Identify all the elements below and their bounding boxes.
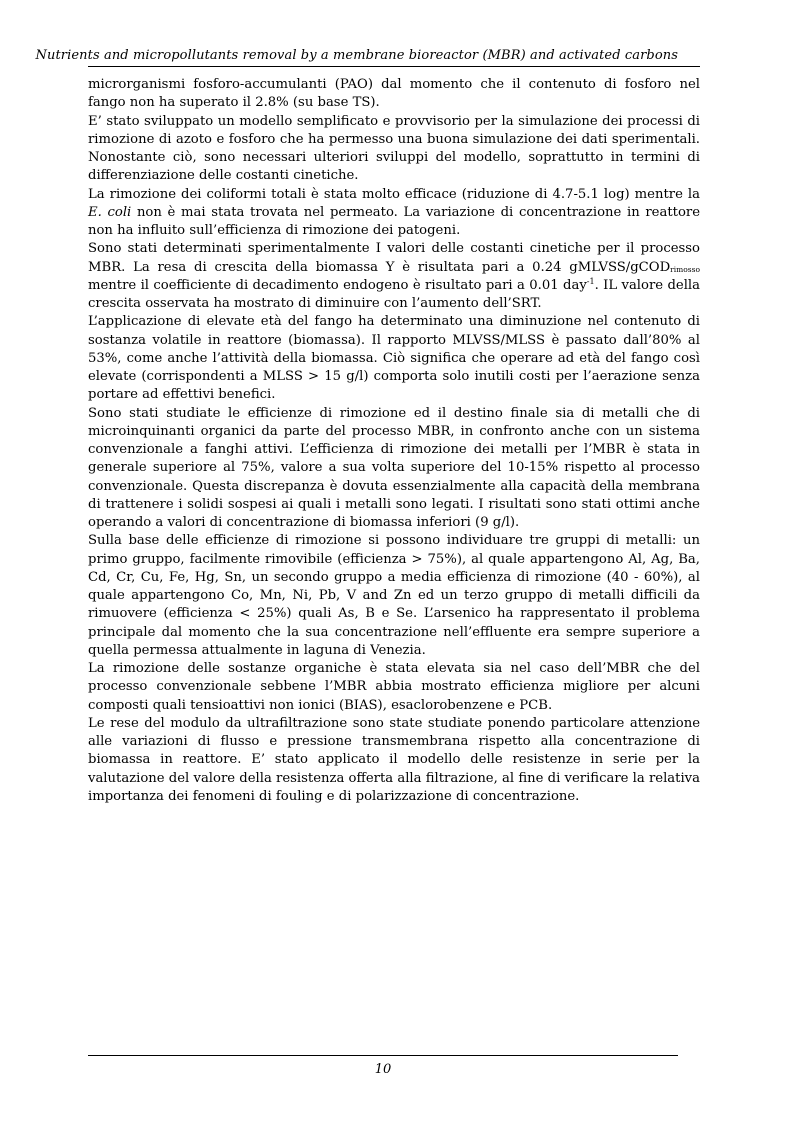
paragraph-coliforms: La rimozione dei coliformi totali è stata molto efficace (riduzione di 4.7-5.1 log) mentre la E. coli non è mai stata trovata nel permeato. La variazione di concentrazione in reattore non ha influito sull’efficienza di rimozione dei patogeni. — [88, 186, 700, 238]
subscript-rimosso: rimosso — [670, 264, 700, 274]
page-header — [35, 40, 700, 67]
paragraph-sludge-age: L’applicazione di elevate età del fango ha determinato una diminuzione nel contenuto di sostanza volatile in reattore (biomassa). Il rapporto MLVSS/MLSS è passato dall’80% al 53%, come anche l’attività della biomassa. Ciò significa che operare ad età del fango così elevate (corrispondenti a MLSS > 15 g/l) comporta solo inutili costi per l’aerazione senza portare ad effettivi benefici. — [88, 314, 700, 403]
paragraph-metal-groups: Sulla base delle efficienze di rimozione si possono individuare tre gruppi di metalli: un primo gruppo, facilmente rimovibile (efficienza > 75%), al quale appartengono Al, Ag, Ba, Cd, Cr, Cu, Fe, Hg, Sn, un secondo gruppo a media efficienza di rimozione (40 - 60%), al quale appartengono Co, Mn, Ni, Pb, V and Zn ed un terzo gruppo di metalli difficili da rimuovere (efficienza < 25%) quali As, B e Se. L’arsenico ha rappresentato il problema principale dal momento che la sua concentrazione nell’effluente era sempre superiore a quella permessa attualmente in laguna di Venezia. — [88, 533, 700, 658]
body-text — [88, 76, 700, 806]
paragraph-model: E’ stato sviluppato un modello semplificato e provvisorio per la simulazione dei processi di rimozione di azoto e fosforo che ha permesso una buona simulazione dei dati sperimentali. Nonostante ciò, sono necessari ulteriori sviluppi del modello, soprattutto in termini di differenziazione delle costanti cinetiche. — [88, 113, 700, 184]
paragraph-pao: microrganismi fosforo-accumulanti (PAO) dal momento che il contenuto di fosforo nel fango non ha superato il 2.8% (su base TS). — [88, 77, 700, 111]
paragraph-kinetics: Sono stati determinati sperimentalmente I valori delle costanti cinetiche per il processo MBR. La resa di crescita della biomassa Y è risultata pari a 0.24 gMLVSS/gCOD$_{rimosso}$ mentre il coefficiente di decadimento endogeno è risultato pari a 0.01 day$^{-1}$. IL valore della crescita osservata ha mostrato di diminuire con l’aumento dell’SRT. — [88, 241, 701, 311]
ecoli-term: E. coli — [88, 204, 132, 220]
page-number: 10 — [374, 1062, 392, 1077]
footer-divider — [88, 1055, 678, 1056]
running-title: Nutrients and micropollutants removal by a membrane bioreactor (MBR) and activated carbons — [35, 48, 678, 63]
superscript-minus-one: -1 — [586, 276, 595, 286]
paragraph-ultrafiltration: Le rese del modulo da ultrafiltrazione sono state studiate ponendo particolare attenzione alle variazioni di flusso e pressione transmembrana rispetto alla concentrazione di biomassa in reattore. E’ stato applicato il modello delle resistenze in serie per la valutazione del valore della resistenza offerta alla filtrazione, al fine di verificare la relativa importanza dei fenomeni di fouling e di polarizzazione di concentrazione. — [88, 715, 700, 804]
paragraph-organics: La rimozione delle sostanze organiche è stata elevata sia nel caso dell’MBR che del processo convenzionale sebbene l’MBR abbia mostrato efficienza migliore per alcuni composti quali tensioattivi non ionici (BIAS), esaclorobenzene e PCB. — [88, 661, 700, 713]
paragraph-metals-efficiency: Sono stati studiate le efficienze di rimozione ed il destino finale sia di metalli che di microinquinanti organici da parte del processo MBR, in confronto anche con un sistema convenzionale a fanghi attivi. L’efficienza di rimozione dei metalli per l’MBR è stata in generale superiore al 75%, valore a sua volta superiore del 10-15% rispetto al processo convenzionale. Questa discrepanza è dovuta essenzialmente alla capacità della membrana di trattenere i solidi sospesi ai quali i metalli sono legati. I risultati sono stati ottimi anche operando a valori di concentrazione di biomassa inferiori (9 g/l). — [88, 405, 700, 530]
